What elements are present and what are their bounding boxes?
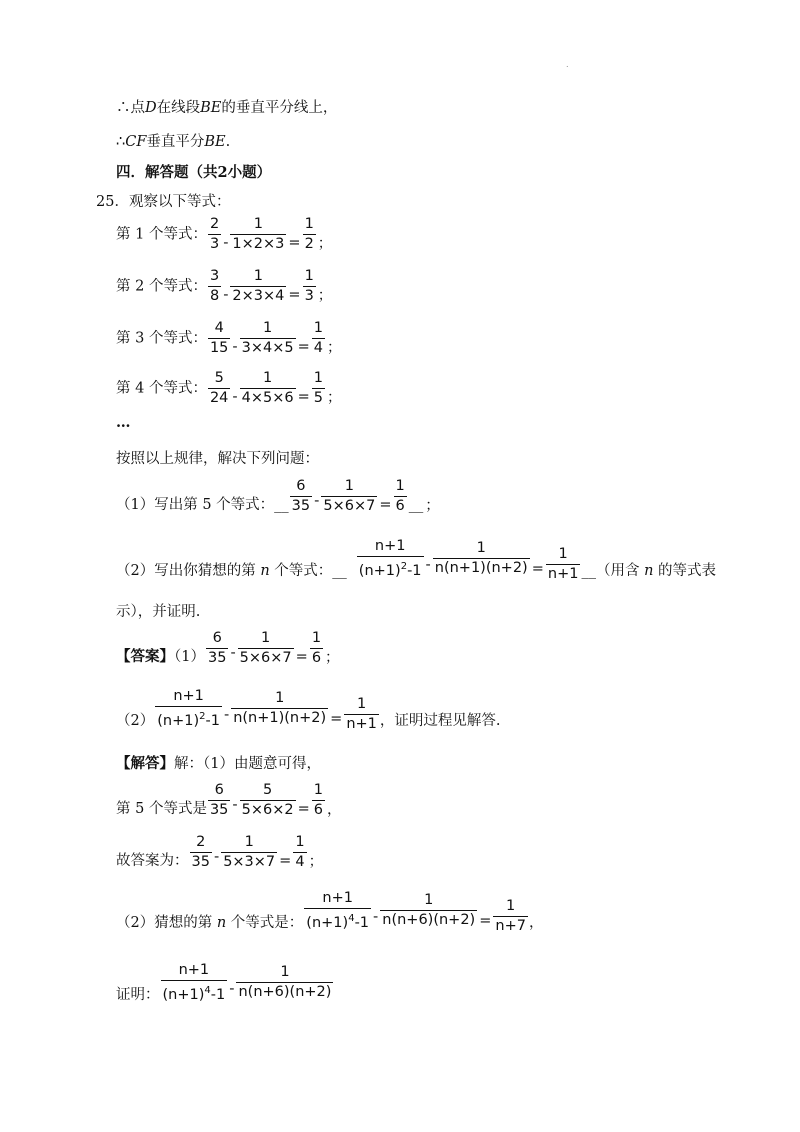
fraction-c bbox=[303, 216, 316, 253]
fraction-a bbox=[357, 538, 424, 580]
numerator: 1 bbox=[312, 370, 325, 389]
numerator: n+1 bbox=[357, 538, 424, 557]
numerator: 1 bbox=[230, 216, 286, 235]
denominator: 6 bbox=[395, 498, 405, 514]
minus-sign: - bbox=[232, 388, 238, 405]
denominator: 2×3×4 bbox=[232, 288, 285, 304]
part-note bbox=[581, 563, 716, 579]
var-n: n bbox=[644, 562, 654, 579]
numerator: 1 bbox=[231, 690, 328, 709]
numerator: 1 bbox=[230, 268, 286, 287]
denominator: 6 bbox=[311, 650, 322, 666]
minus-sign: - bbox=[223, 234, 229, 251]
denominator: n(n+6)(n+2) bbox=[238, 984, 332, 1001]
exponent: 4 bbox=[204, 985, 211, 996]
part-2 bbox=[116, 538, 717, 583]
fraction-b bbox=[236, 964, 333, 1001]
numerator: 1 bbox=[312, 782, 325, 801]
proof-line-1 bbox=[116, 96, 337, 117]
numerator: 1 bbox=[394, 478, 407, 497]
step-label: 证明： bbox=[116, 986, 160, 1003]
instruction: 按照以上规律，解决下列问题： bbox=[116, 451, 319, 467]
equals-sign: = bbox=[279, 852, 292, 869]
numerator: 1 bbox=[236, 964, 333, 983]
var-n: n bbox=[260, 562, 270, 579]
equation-1 bbox=[116, 216, 333, 253]
fraction-a bbox=[290, 478, 312, 515]
denominator: 35 bbox=[191, 854, 210, 870]
den-tail: -1 bbox=[354, 914, 370, 931]
text: （用含 bbox=[595, 562, 645, 579]
fraction-a bbox=[208, 216, 221, 253]
part-label bbox=[116, 563, 347, 579]
fraction-b bbox=[230, 216, 286, 253]
denominator: 15 bbox=[209, 340, 229, 356]
page-marker: . bbox=[566, 60, 569, 69]
equals-sign: = bbox=[288, 286, 301, 303]
heading-text-end: 小题） bbox=[227, 164, 272, 181]
punct: ， bbox=[528, 914, 544, 931]
den-base: (n+1) bbox=[358, 562, 401, 579]
answer-blank[interactable]: __ bbox=[274, 496, 289, 513]
proof-line-2 bbox=[116, 130, 230, 151]
fraction-a bbox=[208, 268, 221, 305]
numerator: 1 bbox=[240, 370, 296, 389]
numerator: 3 bbox=[208, 268, 221, 287]
fraction-a bbox=[208, 370, 230, 407]
minus-sign: - bbox=[232, 796, 238, 813]
denominator: 5×6×7 bbox=[323, 498, 376, 514]
den-base: (n+1) bbox=[306, 914, 349, 931]
numerator: 1 bbox=[240, 320, 296, 339]
text: 个等式： bbox=[269, 562, 333, 579]
punct: ； bbox=[308, 854, 324, 870]
fraction-c bbox=[344, 696, 379, 733]
fraction-a bbox=[208, 320, 230, 357]
minus-sign: - bbox=[425, 556, 431, 573]
fraction-b bbox=[221, 834, 277, 871]
numerator: 1 bbox=[303, 216, 316, 235]
denominator: 5×3×7 bbox=[223, 854, 276, 870]
var-cf: CF bbox=[125, 134, 147, 150]
text: （2）猜想的第 bbox=[116, 914, 217, 931]
fraction-b bbox=[240, 320, 296, 357]
fraction-b bbox=[230, 268, 286, 305]
numerator: 6 bbox=[208, 782, 230, 801]
denominator: 4 bbox=[313, 340, 324, 356]
fraction-b bbox=[231, 690, 328, 727]
fraction-a bbox=[206, 630, 228, 667]
numerator: 5 bbox=[240, 782, 296, 801]
den-tail: -1 bbox=[205, 712, 220, 729]
punct: ； bbox=[327, 340, 342, 356]
numerator: 1 bbox=[546, 546, 581, 565]
fraction-a bbox=[155, 688, 222, 730]
denominator: 35 bbox=[291, 498, 311, 514]
exponent: 4 bbox=[348, 913, 355, 924]
numerator: 1 bbox=[493, 898, 528, 917]
denominator: 4 bbox=[295, 854, 305, 870]
fraction-b bbox=[321, 478, 377, 515]
answer-blank[interactable]: __ bbox=[332, 562, 347, 579]
fraction-c bbox=[293, 834, 306, 871]
fraction-c bbox=[394, 478, 407, 515]
denominator: n+1 bbox=[547, 566, 579, 583]
equals-sign: = bbox=[531, 560, 544, 577]
fraction-c bbox=[312, 320, 325, 357]
equals-sign: = bbox=[295, 648, 308, 665]
heading-text: 四．解答题（共 bbox=[116, 164, 218, 181]
denominator: 6 bbox=[313, 802, 324, 818]
numerator: 1 bbox=[433, 540, 530, 559]
denominator: 1×2×3 bbox=[232, 236, 285, 252]
numerator: 1 bbox=[238, 630, 294, 649]
part-label: （1）写出第 5 个等式： bbox=[116, 496, 275, 513]
den-base: (n+1) bbox=[157, 712, 200, 729]
equals-sign: = bbox=[330, 710, 343, 727]
denominator bbox=[304, 909, 371, 932]
fraction-c bbox=[303, 268, 316, 305]
punct: ； bbox=[425, 498, 440, 514]
fraction-c bbox=[312, 782, 325, 819]
punct: ； bbox=[327, 390, 342, 406]
numerator: 1 bbox=[293, 834, 306, 853]
equals-sign: = bbox=[288, 234, 301, 251]
numerator: 1 bbox=[321, 478, 377, 497]
denominator: 35 bbox=[209, 802, 229, 818]
therefore-symbol: ∴ bbox=[116, 134, 126, 150]
exponent: 2 bbox=[400, 561, 408, 572]
step-label: 第 5 个等式是 bbox=[116, 800, 207, 817]
numerator: n+1 bbox=[161, 962, 228, 981]
den-tail: -1 bbox=[210, 986, 226, 1003]
var-d: D bbox=[145, 100, 157, 116]
question-25-label: 25．观察以下等式： bbox=[96, 194, 231, 210]
answer-part-1 bbox=[116, 630, 341, 667]
fraction-c bbox=[312, 370, 325, 407]
denominator: 3 bbox=[304, 288, 314, 304]
denominator: 4×5×6 bbox=[241, 390, 294, 406]
var-be: BE bbox=[200, 100, 222, 116]
denominator: 5 bbox=[313, 390, 324, 406]
denominator: 2 bbox=[304, 236, 314, 252]
denominator: n+1 bbox=[346, 716, 377, 733]
numerator: 1 bbox=[310, 630, 323, 649]
fraction-b bbox=[238, 630, 294, 667]
equals-sign: = bbox=[379, 496, 392, 513]
denominator bbox=[161, 981, 228, 1004]
equals-sign: = bbox=[297, 800, 310, 817]
numerator: 1 bbox=[221, 834, 277, 853]
text: . bbox=[225, 134, 231, 150]
part-label: （2） bbox=[116, 712, 155, 729]
part-1 bbox=[116, 478, 441, 515]
solution-text: 解：（1）由题意可得， bbox=[174, 756, 321, 772]
numerator: 2 bbox=[208, 216, 221, 235]
text: 个等式是： bbox=[226, 914, 304, 931]
denominator bbox=[357, 557, 424, 580]
var-n: n bbox=[216, 914, 227, 931]
denominator: 5×6×7 bbox=[239, 650, 292, 666]
numerator: 1 bbox=[344, 696, 379, 715]
answer-blank[interactable]: __ bbox=[581, 562, 596, 579]
fraction-c bbox=[546, 546, 581, 583]
solution-step-4 bbox=[116, 962, 334, 1004]
equation-4 bbox=[116, 370, 343, 407]
solution-step-1 bbox=[116, 782, 343, 819]
minus-sign: - bbox=[373, 908, 379, 925]
ellipsis: … bbox=[116, 414, 131, 431]
punct: ； bbox=[317, 236, 333, 252]
punct: ； bbox=[325, 650, 340, 666]
solution-step-3 bbox=[116, 890, 544, 935]
minus-sign: - bbox=[314, 492, 320, 509]
numerator: 5 bbox=[208, 370, 230, 389]
equals-sign: = bbox=[297, 338, 310, 355]
denominator: n(n+6)(n+2) bbox=[382, 912, 476, 929]
text: 在线段 bbox=[156, 100, 201, 116]
fraction-c bbox=[493, 898, 528, 935]
numerator: 6 bbox=[206, 630, 228, 649]
fraction-a bbox=[304, 890, 371, 932]
minus-sign: - bbox=[223, 286, 229, 303]
solution-step-2 bbox=[116, 834, 324, 871]
answer-part-2 bbox=[116, 688, 501, 733]
text: 垂直平分 bbox=[146, 134, 205, 150]
denominator: n(n+1)(n+2) bbox=[233, 710, 327, 727]
denominator bbox=[155, 707, 222, 730]
part-label: （1） bbox=[174, 648, 205, 665]
eq-label: 第 3 个等式： bbox=[116, 330, 207, 347]
numerator: 2 bbox=[190, 834, 212, 853]
minus-sign: - bbox=[230, 644, 236, 661]
denominator: n+7 bbox=[495, 918, 526, 935]
heading-count: 2 bbox=[217, 164, 228, 181]
minus-sign: - bbox=[223, 706, 230, 723]
minus-sign: - bbox=[232, 338, 238, 355]
solution-tag: 【解答】 bbox=[116, 755, 174, 772]
var-be: BE bbox=[204, 134, 226, 150]
denominator: 24 bbox=[209, 390, 229, 406]
fraction-b bbox=[240, 782, 296, 819]
punct: ， bbox=[327, 802, 342, 818]
answer-tag: 【答案】 bbox=[116, 647, 174, 665]
numerator: n+1 bbox=[155, 688, 222, 707]
answer-blank[interactable]: __ bbox=[408, 496, 424, 513]
text: 点 bbox=[130, 100, 145, 116]
fraction-b bbox=[240, 370, 296, 407]
eq-label: 第 2 个等式： bbox=[116, 278, 207, 295]
text: 的等式表 bbox=[653, 562, 717, 579]
numerator: 1 bbox=[303, 268, 316, 287]
fraction-b bbox=[433, 540, 530, 577]
eq-label: 第 4 个等式： bbox=[116, 380, 207, 397]
den-tail: -1 bbox=[407, 562, 422, 579]
fraction-a bbox=[208, 782, 230, 819]
eq-label: 第 1 个等式： bbox=[116, 226, 207, 243]
step-label bbox=[116, 915, 303, 931]
denominator: 8 bbox=[209, 288, 220, 304]
numerator: 4 bbox=[208, 320, 230, 339]
step-label: 故答案为： bbox=[116, 852, 189, 869]
numerator: n+1 bbox=[304, 890, 371, 909]
equals-sign: = bbox=[297, 388, 310, 405]
section-heading bbox=[116, 161, 271, 182]
denominator: 3 bbox=[209, 236, 220, 252]
equation-2 bbox=[116, 268, 333, 305]
numerator: 1 bbox=[380, 892, 477, 911]
fraction-c bbox=[310, 630, 323, 667]
denominator: n(n+1)(n+2) bbox=[434, 560, 528, 577]
numerator: 1 bbox=[312, 320, 325, 339]
therefore-symbol: ∴ bbox=[116, 100, 131, 116]
text: 的垂直平分线上， bbox=[221, 100, 338, 116]
text: （2）写出你猜想的第 bbox=[116, 562, 261, 579]
denominator: 5×6×2 bbox=[241, 802, 294, 818]
numerator: 6 bbox=[290, 478, 312, 497]
den-base: (n+1) bbox=[162, 986, 205, 1003]
fraction-a bbox=[190, 834, 212, 871]
exponent: 2 bbox=[199, 711, 206, 722]
minus-sign: - bbox=[229, 980, 235, 997]
solution-intro bbox=[116, 752, 321, 773]
punct: ； bbox=[317, 288, 333, 304]
fraction-b bbox=[380, 892, 477, 929]
punct: ，证明过程见解答. bbox=[379, 712, 501, 729]
equals-sign: = bbox=[479, 912, 492, 929]
denominator: 3×4×5 bbox=[241, 340, 294, 356]
fraction-a bbox=[161, 962, 228, 1004]
equation-3 bbox=[116, 320, 343, 357]
denominator: 35 bbox=[207, 650, 227, 666]
part-2-continuation: 示），并证明. bbox=[116, 604, 201, 620]
minus-sign: - bbox=[213, 848, 220, 865]
